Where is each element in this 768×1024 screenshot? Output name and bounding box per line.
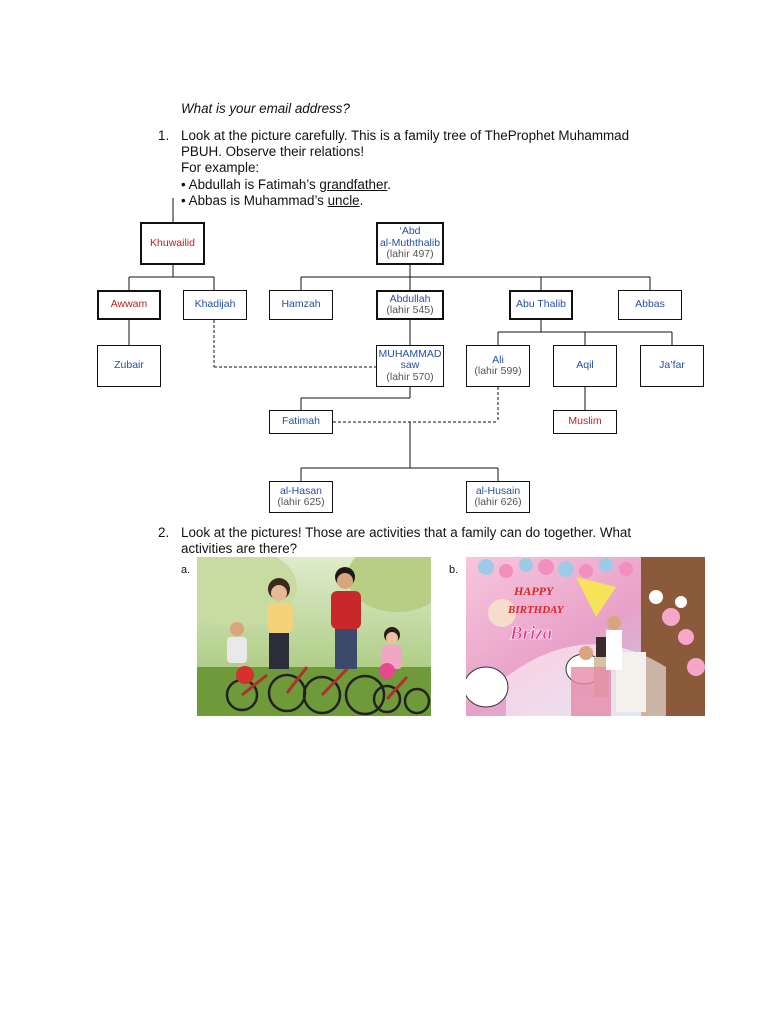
q2-line1: Look at the pictures! Those are activities that a family can do together. What [181, 525, 632, 540]
photo-birthday-party [466, 557, 705, 716]
node-ali [466, 345, 530, 387]
label-b: b. [449, 564, 459, 576]
q1-line3: For example: [181, 160, 260, 175]
jafar-label: Ja’far [659, 359, 685, 372]
node-al-husain [466, 481, 530, 513]
abu-thalib-label: Abu Thalib [515, 298, 566, 311]
node-abd-al-muththalib [376, 222, 444, 265]
q1-line2: PBUH. Observe their relations! [181, 144, 365, 159]
zubair-label: Zubair [114, 359, 144, 372]
example-2-prefix: • Abbas is Muhammad’s [181, 193, 328, 208]
node-fatimah [269, 410, 333, 434]
awwam-label: Awwam [110, 298, 148, 311]
node-zubair [97, 345, 161, 387]
node-khuwailid [140, 222, 205, 265]
photo-family-cycling [197, 557, 431, 716]
q1-line1: Look at the picture carefully. This is a family tree of TheProphet Muhammad [181, 128, 630, 143]
abdullah-birth: (lahir 545) [386, 304, 434, 316]
cycling-illustration [197, 557, 431, 716]
khuwailid-label: Khuwailid [150, 236, 195, 249]
abd-line2: al-Muththalib [379, 236, 441, 249]
q1-number: 1. [158, 128, 170, 143]
node-abu-thalib [509, 290, 573, 320]
node-jafar [640, 345, 704, 387]
email-question-text: What is your email address? [181, 101, 350, 116]
node-abdullah [376, 290, 444, 320]
node-khadijah [183, 290, 247, 320]
fatimah-label: Fatimah [282, 415, 320, 428]
birthday-illustration [466, 557, 705, 716]
hasan-label: al-Hasan [279, 484, 323, 497]
node-muslim [553, 410, 617, 434]
node-awwam [97, 290, 161, 320]
aqil-label: Aqil [576, 359, 594, 372]
example-2-underlined: uncle [327, 193, 360, 208]
husain-label: al-Husain [475, 484, 521, 497]
node-abbas [618, 290, 682, 320]
ali-label: Ali [492, 353, 504, 366]
q2-number: 2. [158, 525, 170, 540]
abd-line1: ‘Abd [399, 225, 421, 238]
node-muhammad [376, 345, 444, 387]
node-aqil [553, 345, 617, 387]
banner-happy: HAPPY [514, 584, 554, 598]
muhammad-line2: saw [400, 359, 420, 372]
abbas-label: Abbas [635, 298, 665, 311]
banner-birthday: BIRTHDAY [508, 604, 564, 616]
muhammad-birth: (lahir 570) [386, 370, 434, 383]
abdullah-label: Abdullah [389, 292, 431, 305]
example-1-prefix: • Abdullah is Fatimah’s [181, 177, 320, 192]
hasan-birth: (lahir 625) [277, 496, 325, 508]
example-1-underlined: grandfather [319, 177, 388, 192]
muhammad-line1: MUHAMMAD [378, 347, 442, 360]
example-2-suffix: . [359, 193, 364, 208]
banner-name: Briza [510, 623, 553, 644]
label-a: a. [181, 564, 191, 576]
hamzah-label: Hamzah [281, 298, 321, 311]
abd-birth: (lahir 497) [386, 248, 434, 261]
husain-birth: (lahir 626) [474, 496, 522, 508]
q2-line2: activities are there? [181, 541, 298, 556]
muslim-label: Muslim [568, 415, 602, 428]
khadijah-label: Khadijah [194, 298, 236, 311]
example-1-suffix: . [387, 177, 391, 192]
node-hamzah [269, 290, 333, 320]
node-al-hasan [269, 481, 333, 513]
ali-birth: (lahir 599) [474, 365, 522, 377]
